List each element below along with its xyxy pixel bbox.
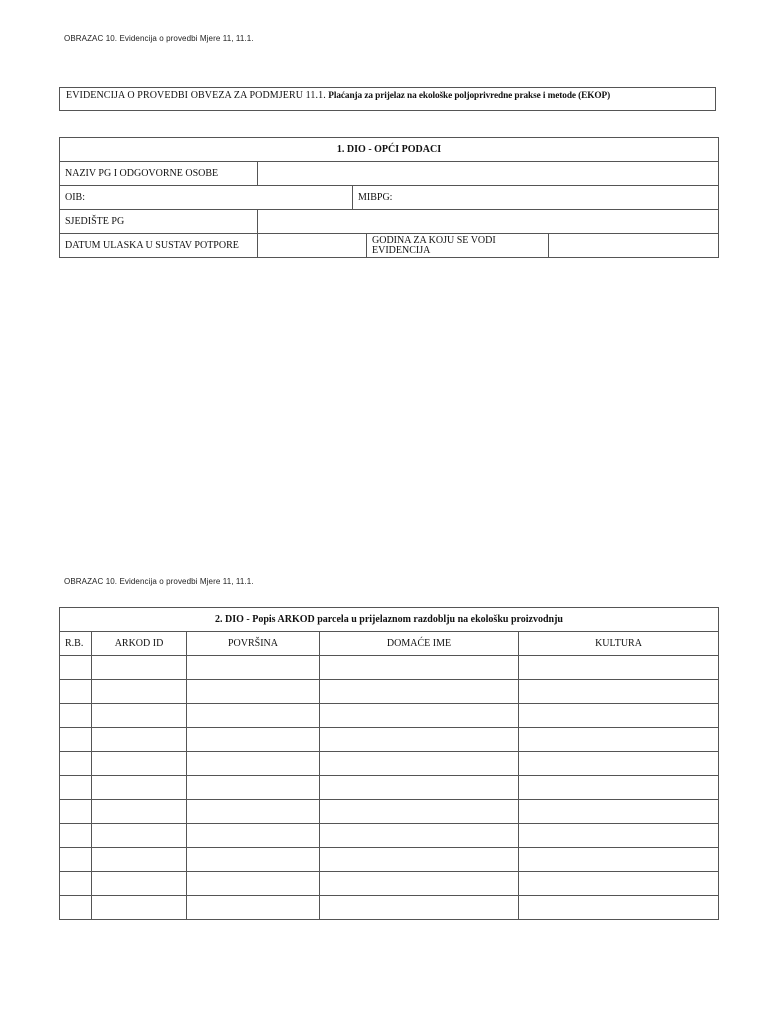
title-normal: EVIDENCIJA O PROVEDBI OBVEZA ZA PODMJERU 11.1. bbox=[66, 90, 326, 101]
cell-arkod-id[interactable] bbox=[92, 728, 187, 752]
cell-povrsina[interactable] bbox=[187, 800, 320, 824]
cell-arkod-id[interactable] bbox=[92, 848, 187, 872]
cell-povrsina[interactable] bbox=[187, 704, 320, 728]
cell-kultura[interactable] bbox=[519, 656, 719, 680]
cell-rb[interactable] bbox=[60, 728, 92, 752]
table-row bbox=[60, 680, 719, 704]
cell-rb[interactable] bbox=[60, 800, 92, 824]
cell-domace-ime[interactable] bbox=[320, 896, 519, 920]
cell-povrsina[interactable] bbox=[187, 680, 320, 704]
cell-domace-ime[interactable] bbox=[320, 704, 519, 728]
cell-rb[interactable] bbox=[60, 680, 92, 704]
column-header-rb: R.B. bbox=[60, 632, 92, 656]
table-row bbox=[60, 656, 719, 680]
cell-rb[interactable] bbox=[60, 896, 92, 920]
table-row bbox=[60, 728, 719, 752]
cell-domace-ime[interactable] bbox=[320, 656, 519, 680]
cell-povrsina[interactable] bbox=[187, 752, 320, 776]
cell-rb[interactable] bbox=[60, 752, 92, 776]
cell-kultura[interactable] bbox=[519, 848, 719, 872]
cell-domace-ime[interactable] bbox=[320, 680, 519, 704]
table-row bbox=[60, 824, 719, 848]
document-title-box bbox=[59, 87, 716, 111]
page-header-2: OBRAZAC 10. Evidencija o provedbi Mjere 11, 11.1. bbox=[64, 577, 254, 586]
cell-arkod-id[interactable] bbox=[92, 752, 187, 776]
datum-field[interactable] bbox=[258, 234, 367, 258]
cell-kultura[interactable] bbox=[519, 872, 719, 896]
section1-heading: 1. DIO - OPĆI PODACI bbox=[60, 138, 719, 162]
cell-arkod-id[interactable] bbox=[92, 704, 187, 728]
cell-domace-ime[interactable] bbox=[320, 824, 519, 848]
table-row bbox=[60, 776, 719, 800]
cell-arkod-id[interactable] bbox=[92, 680, 187, 704]
column-header-povrsina: POVRŠINA bbox=[187, 632, 320, 656]
cell-rb[interactable] bbox=[60, 656, 92, 680]
godina-label: GODINA ZA KOJU SE VODI EVIDENCIJA bbox=[367, 234, 549, 258]
table-row bbox=[60, 752, 719, 776]
cell-arkod-id[interactable] bbox=[92, 872, 187, 896]
cell-arkod-id[interactable] bbox=[92, 824, 187, 848]
cell-kultura[interactable] bbox=[519, 704, 719, 728]
oib-label: OIB: bbox=[65, 192, 85, 203]
title-bold: Plaćanja za prijelaz na ekološke poljoprivredne prakse i metode (EKOP) bbox=[328, 91, 611, 101]
cell-rb[interactable] bbox=[60, 704, 92, 728]
cell-kultura[interactable] bbox=[519, 776, 719, 800]
column-header-domace-ime: DOMAĆE IME bbox=[320, 632, 519, 656]
cell-domace-ime[interactable] bbox=[320, 776, 519, 800]
section2-heading: 2. DIO - Popis ARKOD parcela u prijelaznom razdoblju na ekološku proizvodnju bbox=[60, 608, 719, 632]
page-header: OBRAZAC 10. Evidencija o provedbi Mjere 11, 11.1. bbox=[64, 34, 254, 43]
cell-domace-ime[interactable] bbox=[320, 872, 519, 896]
cell-kultura[interactable] bbox=[519, 896, 719, 920]
sjediste-label: SJEDIŠTE PG bbox=[60, 210, 258, 234]
table-row bbox=[60, 704, 719, 728]
cell-povrsina[interactable] bbox=[187, 896, 320, 920]
datum-label: DATUM ULASKA U SUSTAV POTPORE bbox=[60, 234, 258, 258]
cell-povrsina[interactable] bbox=[187, 824, 320, 848]
cell-domace-ime[interactable] bbox=[320, 728, 519, 752]
naziv-label: NAZIV PG I ODGOVORNE OSOBE bbox=[60, 162, 258, 186]
godina-field[interactable] bbox=[549, 234, 719, 258]
arkod-parcels-table bbox=[59, 607, 719, 920]
cell-kultura[interactable] bbox=[519, 680, 719, 704]
cell-rb[interactable] bbox=[60, 824, 92, 848]
cell-kultura[interactable] bbox=[519, 824, 719, 848]
cell-arkod-id[interactable] bbox=[92, 800, 187, 824]
cell-domace-ime[interactable] bbox=[320, 848, 519, 872]
cell-rb[interactable] bbox=[60, 872, 92, 896]
cell-povrsina[interactable] bbox=[187, 656, 320, 680]
mibpg-label: MIBPG: bbox=[358, 192, 393, 203]
cell-kultura[interactable] bbox=[519, 728, 719, 752]
column-header-kultura: KULTURA bbox=[519, 632, 719, 656]
cell-rb[interactable] bbox=[60, 776, 92, 800]
table-row bbox=[60, 896, 719, 920]
cell-domace-ime[interactable] bbox=[320, 800, 519, 824]
cell-arkod-id[interactable] bbox=[92, 896, 187, 920]
cell-kultura[interactable] bbox=[519, 752, 719, 776]
table-row bbox=[60, 872, 719, 896]
mibpg-field[interactable] bbox=[353, 186, 719, 210]
sjediste-field[interactable] bbox=[258, 210, 719, 234]
cell-domace-ime[interactable] bbox=[320, 752, 519, 776]
table-row bbox=[60, 800, 719, 824]
cell-rb[interactable] bbox=[60, 848, 92, 872]
naziv-field[interactable] bbox=[258, 162, 719, 186]
cell-povrsina[interactable] bbox=[187, 776, 320, 800]
column-header-arkod-id: ARKOD ID bbox=[92, 632, 187, 656]
cell-arkod-id[interactable] bbox=[92, 776, 187, 800]
cell-povrsina[interactable] bbox=[187, 728, 320, 752]
cell-povrsina[interactable] bbox=[187, 872, 320, 896]
cell-kultura[interactable] bbox=[519, 800, 719, 824]
cell-povrsina[interactable] bbox=[187, 848, 320, 872]
general-data-table bbox=[59, 137, 719, 258]
table-row bbox=[60, 848, 719, 872]
oib-field[interactable] bbox=[60, 186, 353, 210]
cell-arkod-id[interactable] bbox=[92, 656, 187, 680]
